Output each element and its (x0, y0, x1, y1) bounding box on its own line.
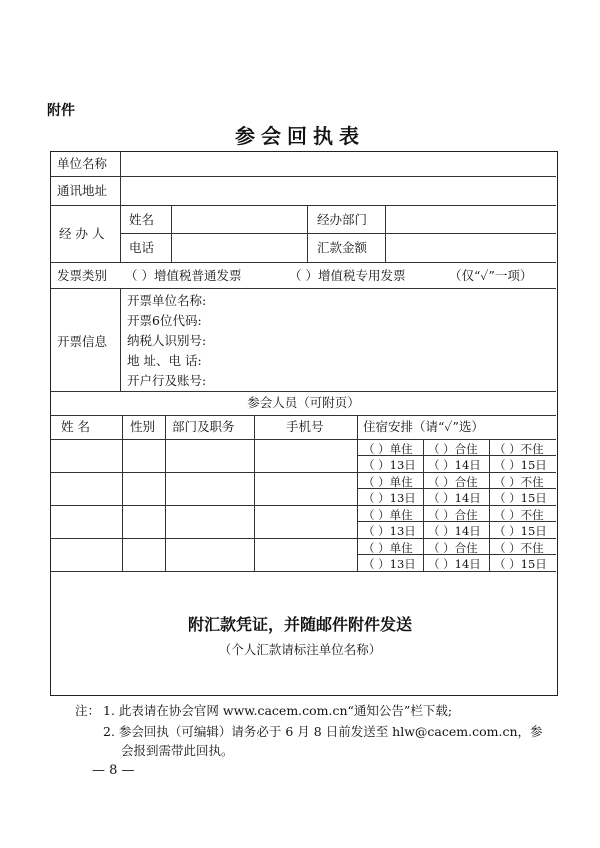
lodging-shared[interactable]: （ ）合住 (428, 541, 478, 555)
lodging-none[interactable]: （ ）不住 (494, 475, 544, 489)
lodging-day-13[interactable]: （ ）13日 (363, 524, 416, 538)
lodging-day-14[interactable]: （ ）14日 (428, 491, 481, 505)
col-divider (357, 415, 358, 571)
note-1: 1. 此表请在协会官网 www.cacem.com.cn“通知公告”栏下载; (103, 703, 453, 718)
lodging-shared[interactable]: （ ）合住 (428, 442, 478, 456)
phone-label: 电话 (129, 240, 155, 255)
invoice-option-special[interactable]: （ ）增值税专用发票 (289, 268, 406, 283)
lodging-shared[interactable]: （ ）合住 (428, 475, 478, 489)
note-2-cont: 会报到需带此回执。 (121, 743, 234, 758)
page-title: 参会回执表 (235, 124, 365, 148)
invoice-hint: （仅“✓”一项） (449, 268, 533, 283)
lodging-day-15[interactable]: （ ）15日 (494, 458, 547, 472)
notice-main: 附汇款凭证，并随邮件附件发送 (187, 615, 412, 634)
address-label: 通讯地址 (57, 183, 108, 198)
row-divider (51, 391, 556, 392)
lodging-day-13[interactable]: （ ）13日 (363, 491, 416, 505)
col-divider (171, 205, 172, 262)
lodging-day-14[interactable]: （ ）14日 (428, 557, 481, 571)
lodging-single[interactable]: （ ）单住 (363, 442, 413, 456)
handler-label: 经 办 人 (59, 226, 105, 241)
lodging-none[interactable]: （ ）不住 (494, 442, 544, 456)
notice-sub: （个人汇款请标注单位名称） (218, 642, 382, 657)
col-divider (165, 415, 166, 571)
row-divider (120, 233, 556, 234)
col-header-dept: 部门及职务 (172, 419, 235, 434)
col-divider (120, 152, 121, 262)
invoice-option-general[interactable]: （ ）增值税普通发票 (125, 268, 242, 283)
row-divider (51, 205, 556, 206)
lodging-day-14[interactable]: （ ）14日 (428, 458, 481, 472)
invoice-field: 开票单位名称: (127, 293, 207, 308)
col-header-name: 姓 名 (61, 419, 90, 434)
lodging-none[interactable]: （ ）不住 (494, 508, 544, 522)
invoice-field: 开票6位代码: (127, 313, 202, 328)
col-divider (423, 439, 424, 571)
col-divider (120, 288, 121, 391)
name-label: 姓名 (129, 212, 155, 227)
col-divider (385, 205, 386, 262)
col-divider (307, 205, 308, 262)
invoice-field: 地 址、电 话: (127, 353, 202, 368)
row-divider (51, 472, 556, 473)
lodging-day-13[interactable]: （ ）13日 (363, 458, 416, 472)
row-divider (51, 439, 556, 440)
invoice-field: 纳税人识别号: (127, 333, 207, 348)
page-number: — 8 — (92, 763, 135, 778)
col-divider (489, 439, 490, 571)
dept-label: 经办部门 (317, 212, 368, 227)
row-divider (51, 288, 556, 289)
col-divider (122, 415, 123, 571)
lodging-single[interactable]: （ ）单住 (363, 508, 413, 522)
invoice-info-label: 开票信息 (57, 334, 108, 349)
lodging-day-13[interactable]: （ ）13日 (363, 557, 416, 571)
row-divider (51, 176, 556, 177)
lodging-single[interactable]: （ ）单住 (363, 475, 413, 489)
notes-prefix: 注： (75, 703, 101, 718)
invoice-field: 开户行及账号: (127, 373, 207, 388)
note-2: 2. 参会回执（可编辑）请务必于 6 月 8 日前发送至 hlw@cacem.com.cn，参 (103, 724, 543, 739)
lodging-day-15[interactable]: （ ）15日 (494, 491, 547, 505)
lodging-day-15[interactable]: （ ）15日 (494, 524, 547, 538)
row-divider (51, 505, 556, 506)
col-header-phone: 手机号 (286, 419, 324, 434)
lodging-shared[interactable]: （ ）合住 (428, 508, 478, 522)
lodging-day-14[interactable]: （ ）14日 (428, 524, 481, 538)
amount-label: 汇款金额 (317, 240, 368, 255)
row-divider (51, 571, 556, 572)
col-divider (254, 415, 255, 571)
row-divider (51, 538, 556, 539)
attachment-label: 附件 (47, 103, 75, 119)
row-divider (51, 262, 556, 263)
row-divider (51, 415, 556, 416)
lodging-single[interactable]: （ ）单住 (363, 541, 413, 555)
attendees-header: 参会人员（可附页） (247, 395, 360, 410)
col-header-gender: 性别 (130, 419, 156, 434)
lodging-none[interactable]: （ ）不住 (494, 541, 544, 555)
col-header-lodging: 住宿安排（请“✓”选） (363, 419, 484, 434)
lodging-day-15[interactable]: （ ）15日 (494, 557, 547, 571)
unit-name-label: 单位名称 (57, 156, 108, 171)
invoice-type-label: 发票类别 (57, 268, 108, 283)
